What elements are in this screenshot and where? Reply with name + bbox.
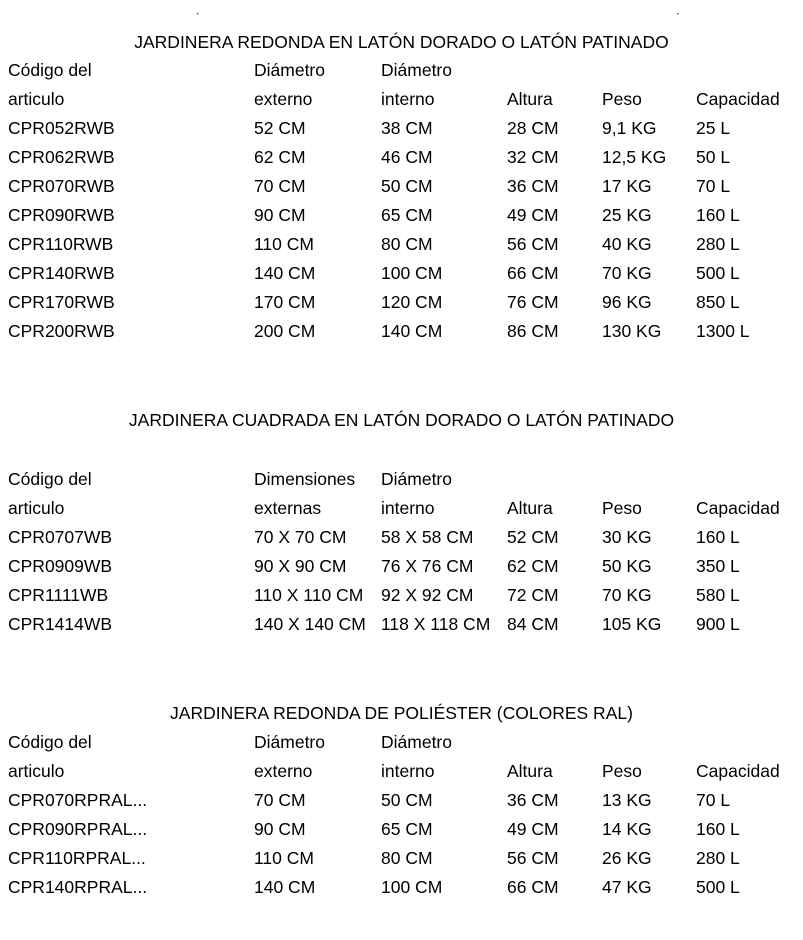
header-cell: articulo [8,89,65,109]
header-cell: interno [381,498,435,518]
table-cell: 62 CM [507,556,559,576]
table-row [0,259,803,288]
table-cell: 140 CM [381,321,443,341]
header-cell: interno [381,89,435,109]
stray-mark-right: ˊ [676,12,680,24]
table-cell: 90 X 90 CM [254,556,347,576]
stray-mark-left: ˋ [196,12,200,24]
table-cell: 350 L [696,556,740,576]
table-cell: 110 CM [254,234,314,254]
header-cell: Diámetro [254,60,325,80]
product-code: CPR070RPRAL... [8,790,148,810]
product-code: CPR1111WB [8,585,109,605]
table-cell: 56 CM [507,848,559,868]
table-cell: 52 CM [254,118,306,138]
header-row-1 [0,56,803,85]
table-body [0,786,803,902]
table-cell: 30 KG [602,527,652,547]
table-cell: 25 KG [602,205,652,225]
table-cell: 9,1 KG [602,118,657,138]
table-row [0,786,803,815]
table-cell: 70 KG [602,585,652,605]
product-code: CPR052RWB [8,118,115,138]
section-title: JARDINERA REDONDA DE POLIÉSTER (COLORES RAL) [170,703,633,723]
table-cell: 12,5 KG [602,147,667,167]
table-cell: 1300 L [696,321,750,341]
table-row [0,114,803,143]
table-cell: 70 X 70 CM [254,527,347,547]
section-title: JARDINERA REDONDA EN LATÓN DORADO O LATÓN PATINADO [134,32,669,52]
table-cell: 70 L [696,790,731,810]
header-cell: Peso [602,761,642,781]
table-row [0,815,803,844]
table-cell: 160 L [696,205,740,225]
table-cell: 46 CM [381,147,433,167]
table-cell: 90 CM [254,819,306,839]
table-cell: 26 KG [602,848,652,868]
product-code: CPR062RWB [8,147,115,167]
header-cell: Altura [507,89,553,109]
header-cell: Diámetro [381,732,452,752]
table-cell: 160 L [696,819,740,839]
header-cell: articulo [8,498,65,518]
table-cell: 140 X 140 CM [254,614,366,634]
table-cell: 96 KG [602,292,652,312]
table-cell: 280 L [696,848,740,868]
table-row [0,610,803,639]
table-cell: 32 CM [507,147,559,167]
header-cell: Capacidad [696,89,780,109]
table-cell: 100 CM [381,263,443,283]
table-row [0,523,803,552]
product-code: CPR170RWB [8,292,115,312]
table-cell: 50 CM [381,790,433,810]
header-cell: externas [254,498,322,518]
table-cell: 76 CM [507,292,559,312]
table-row [0,143,803,172]
table-cell: 49 CM [507,205,559,225]
data-table [0,728,803,902]
header-cell: Capacidad [696,498,780,518]
table-cell: 70 KG [602,263,652,283]
data-table [0,56,803,346]
header-cell: Peso [602,498,642,518]
table-cell: 70 CM [254,790,306,810]
section-title: JARDINERA CUADRADA EN LATÓN DORADO O LATÓN PATINADO [128,410,675,430]
table-cell: 80 CM [381,848,433,868]
table-row [0,873,803,902]
header-cell: Dimensiones [254,469,356,489]
header-cell: Capacidad [696,761,780,781]
table-cell: 500 L [696,263,740,283]
table-cell: 50 CM [381,176,433,196]
table-cell: 84 CM [507,614,559,634]
table-cell: 500 L [696,877,740,897]
table-cell: 92 X 92 CM [381,585,474,605]
header-row-2 [0,85,803,114]
product-code: CPR0909WB [8,556,113,576]
table-row [0,581,803,610]
table-cell: 50 L [696,147,731,167]
table-cell: 900 L [696,614,740,634]
table-cell: 17 KG [602,176,652,196]
table-cell: 105 KG [602,614,662,634]
header-cell: Código del [8,60,92,80]
table-cell: 76 X 76 CM [381,556,474,576]
table-body [0,114,803,346]
table-row [0,844,803,873]
table-cell: 65 CM [381,205,433,225]
table-cell: 140 CM [254,263,316,283]
header-cell: Diámetro [381,469,452,489]
table-cell: 580 L [696,585,740,605]
table-cell: 72 CM [507,585,559,605]
product-code: CPR090RPRAL... [8,819,148,839]
table-cell: 120 CM [381,292,443,312]
product-code: CPR0707WB [8,527,113,547]
table-cell: 280 L [696,234,740,254]
header-cell: articulo [8,761,65,781]
header-cell: Diámetro [381,60,452,80]
table-row [0,230,803,259]
table-cell: 118 X 118 CM [381,614,491,634]
table-cell: 130 KG [602,321,662,341]
header-cell: Diámetro [254,732,325,752]
product-code: CPR110RWB [8,234,114,254]
table-cell: 110 CM [254,848,314,868]
product-code: CPR090RWB [8,205,115,225]
table-cell: 170 CM [254,292,316,312]
table-cell: 70 L [696,176,731,196]
table-cell: 25 L [696,118,731,138]
table-row [0,317,803,346]
table-cell: 36 CM [507,790,559,810]
header-row-2 [0,757,803,786]
product-code: CPR140RWB [8,263,115,283]
header-cell: Altura [507,498,553,518]
product-code: CPR140RPRAL... [8,877,148,897]
table-row [0,552,803,581]
table-cell: 62 CM [254,147,306,167]
table-cell: 38 CM [381,118,433,138]
table-cell: 13 KG [602,790,652,810]
table-cell: 50 KG [602,556,652,576]
table-cell: 14 KG [602,819,652,839]
table-cell: 200 CM [254,321,316,341]
table-cell: 47 KG [602,877,652,897]
table-cell: 90 CM [254,205,306,225]
product-code: CPR110RPRAL... [8,848,146,868]
table-cell: 58 X 58 CM [381,527,474,547]
table-cell: 36 CM [507,176,559,196]
table-row [0,172,803,201]
table-cell: 850 L [696,292,740,312]
header-cell: Peso [602,89,642,109]
table-cell: 160 L [696,527,740,547]
header-cell: Altura [507,761,553,781]
table-cell: 66 CM [507,263,559,283]
header-row-1 [0,728,803,757]
table-cell: 100 CM [381,877,443,897]
header-row-2 [0,494,803,523]
data-table [0,465,803,639]
header-cell: Código del [8,469,92,489]
table-cell: 140 CM [254,877,316,897]
table-cell: 65 CM [381,819,433,839]
table-cell: 40 KG [602,234,652,254]
product-code: CPR1414WB [8,614,113,634]
table-cell: 52 CM [507,527,559,547]
table-body [0,523,803,639]
table-cell: 49 CM [507,819,559,839]
table-row [0,288,803,317]
product-code: CPR070RWB [8,176,115,196]
header-cell: externo [254,89,313,109]
table-cell: 80 CM [381,234,433,254]
table-cell: 70 CM [254,176,306,196]
table-row [0,201,803,230]
header-row-1 [0,465,803,494]
table-cell: 28 CM [507,118,559,138]
table-cell: 86 CM [507,321,559,341]
table-cell: 110 X 110 CM [254,585,364,605]
header-cell: interno [381,761,435,781]
header-cell: externo [254,761,313,781]
table-cell: 66 CM [507,877,559,897]
table-cell: 56 CM [507,234,559,254]
product-code: CPR200RWB [8,321,115,341]
header-cell: Código del [8,732,92,752]
